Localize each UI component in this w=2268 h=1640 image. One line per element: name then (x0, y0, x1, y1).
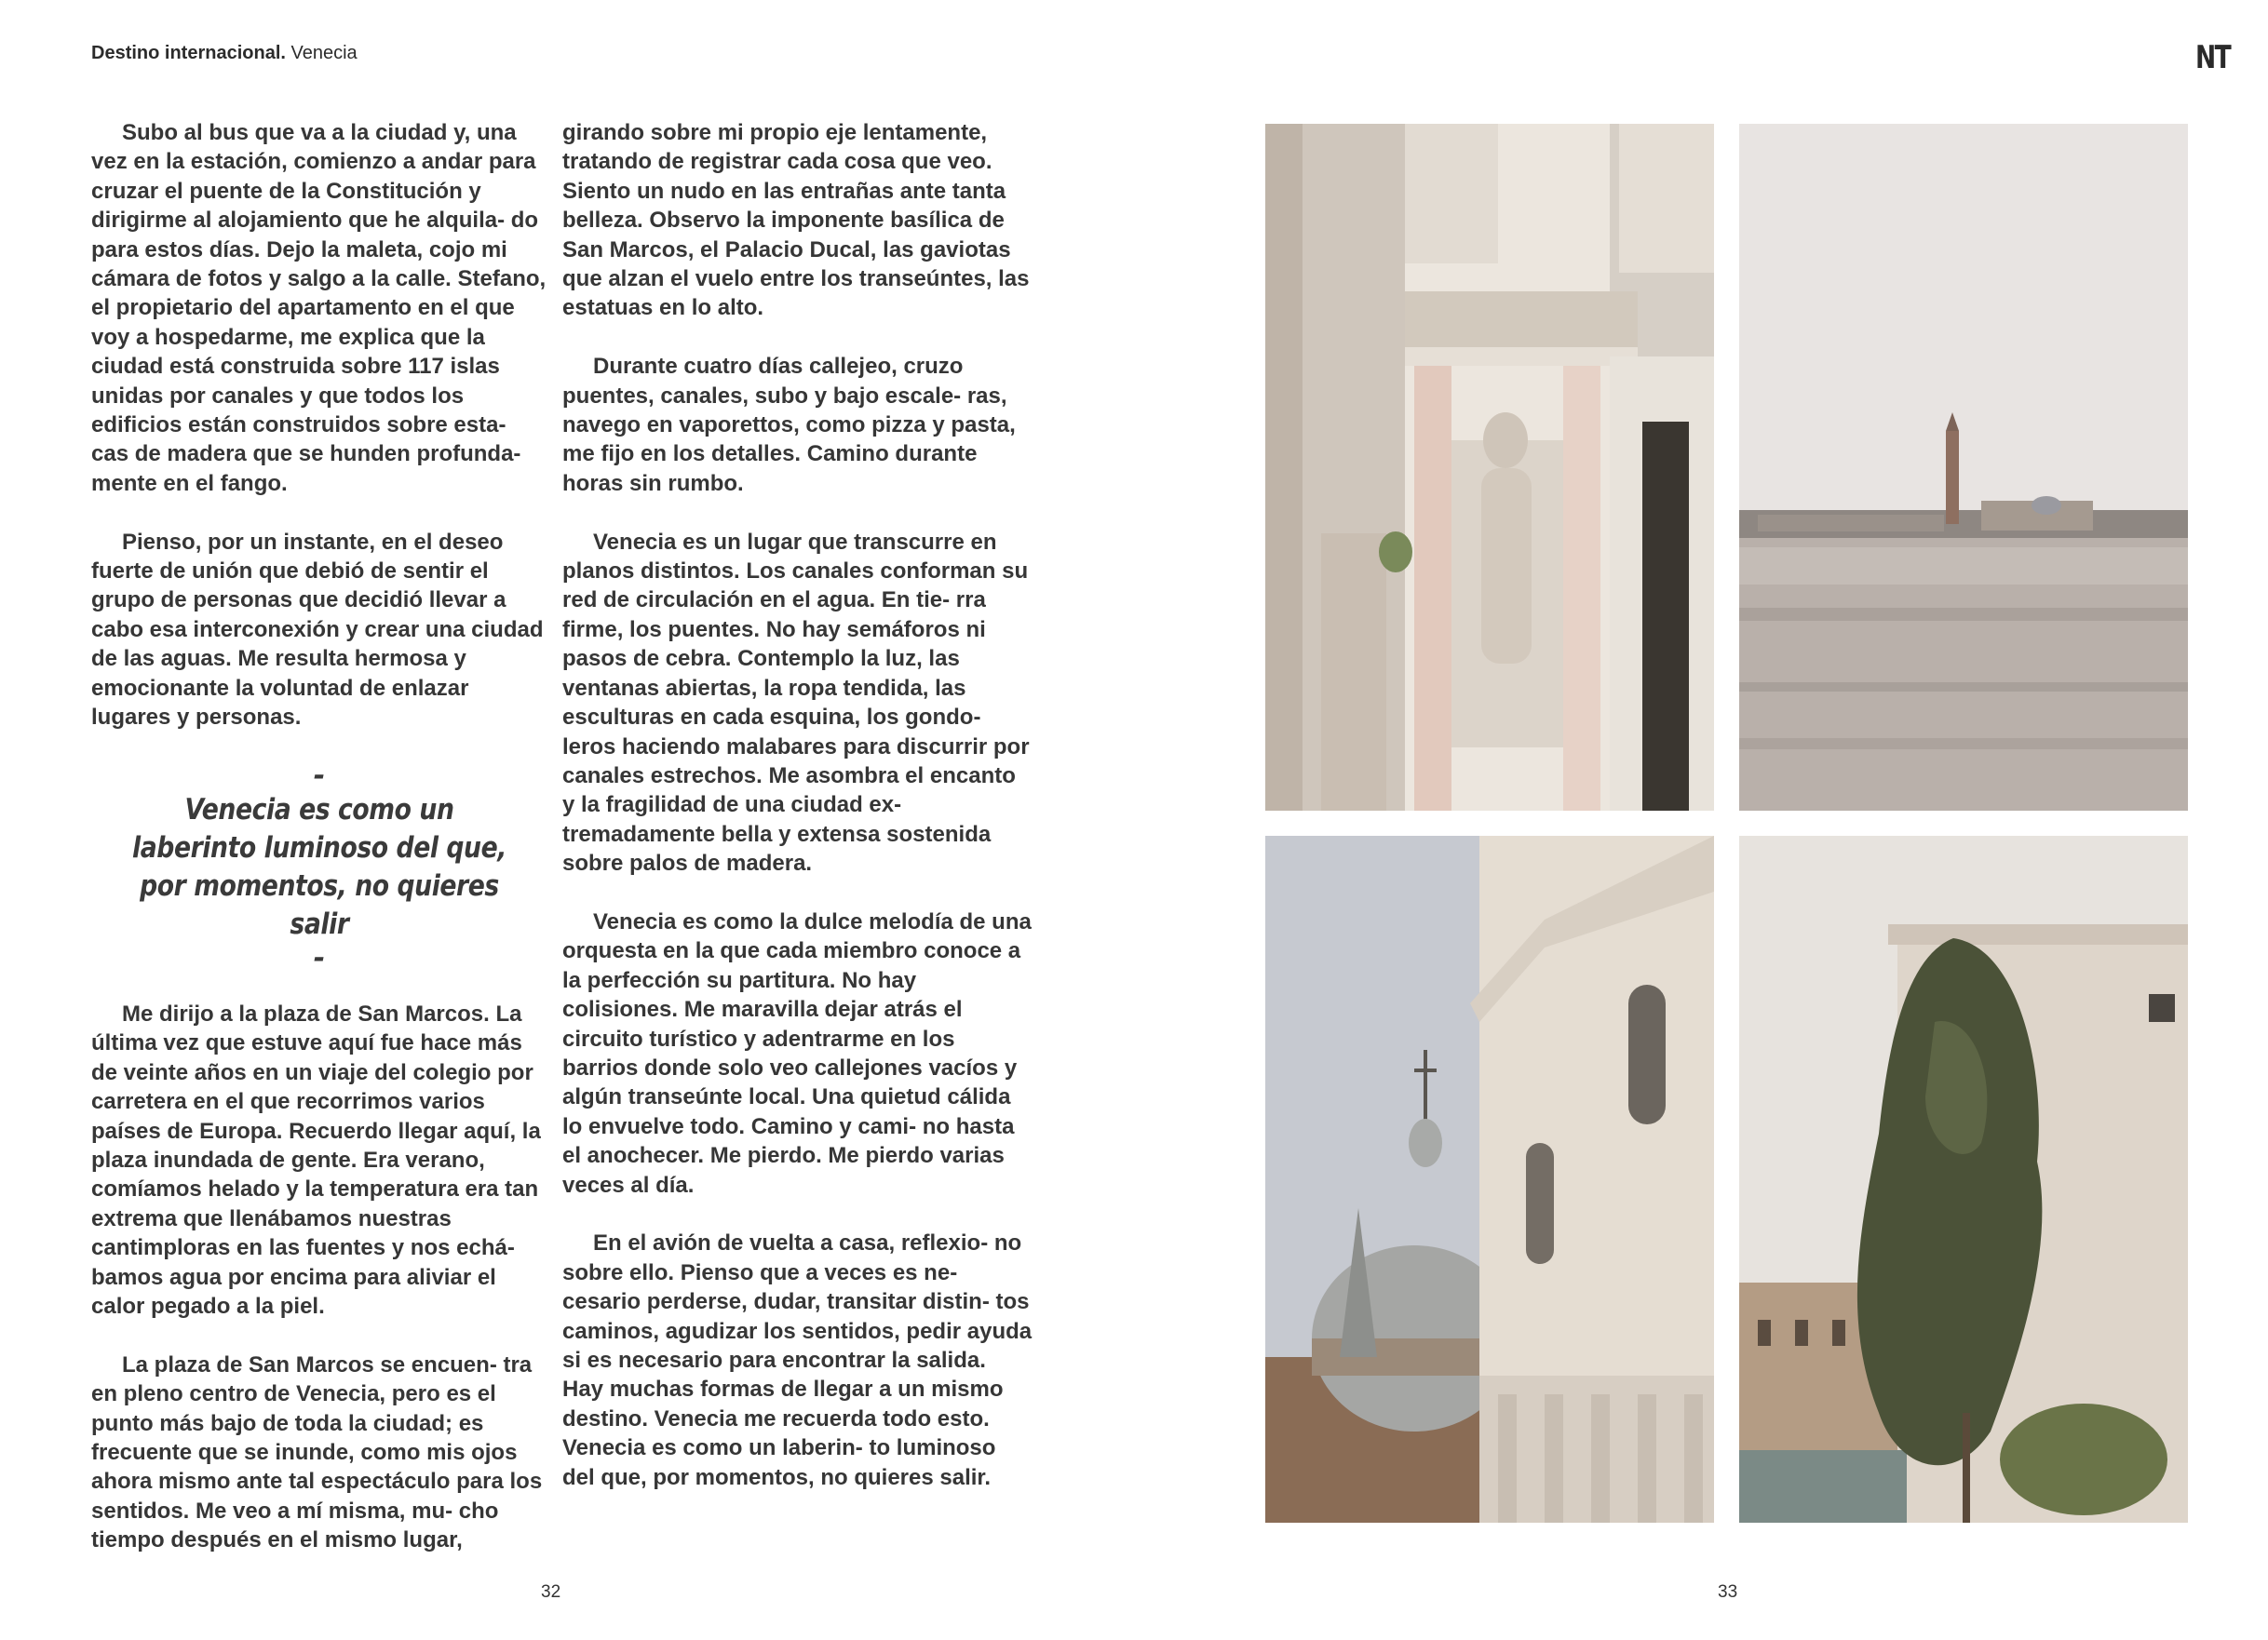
paragraph: girando sobre mi propio eje lentamente, tratando de registrar cada cosa que veo. Siento un nudo en las entrañas ante tanta belleza. Observo la imponente basílica de San Marcos, el Palacio Ducal, las gaviotas que alzan el vuelo entre los transeúntes, las estatuas en lo alto. (562, 120, 1030, 321)
section-label: Destino internacional. (91, 43, 286, 63)
pull-quote (91, 761, 547, 974)
paragraph: Me dirijo a la plaza de San Marcos. La última vez que estuve aquí fue hace más de veinte años en un viaje del colegio por carretera en el que recorrimos varios países de Europa. Recuerdo llegar aquí, la plaza inundada de gente. Era verano, comíamos helado y la temperatura era tan extrema que llenábamos nuestras cantimploras en las fuentes y nos echá- bamos agua por encima para aliviar el calor pegado a la piel. (91, 1001, 541, 1319)
paragraph: Pienso, por un instante, en el deseo fuerte de unión que debió de sentir el grupo de personas que decidió llevar a cabo esa interconexión y crear una ciudad de las aguas. Me resulta hermosa y emocionante la voluntad de enlazar lugares y personas. (91, 529, 544, 731)
right-text-column (562, 118, 1033, 1521)
paragraph: Subo al bus que va a la ciudad y, una vez en la estación, comienzo a andar para cruzar el puente de la Constitución y dirigirme al alojamiento que he alquila- do para estos días. Dejo la maleta, cojo mi cámara de fotos y salgo a la calle. Stefano, el propietario del apartamento en el que voy a hospedarme, me explica que la ciudad está construida sobre 117 islas unidas por canales y que todos los edificios están construidos sobre esta- cas de madera que se hunden profunda- mente en el fango. (91, 120, 547, 496)
pull-quote-dash-bottom: - (313, 941, 326, 975)
page-number-left: 32 (541, 1582, 561, 1602)
magazine-logo: NT (2195, 39, 2231, 76)
paragraph: En el avión de vuelta a casa, reflexio- no sobre ello. Pienso que a veces es ne- cesario perderse, dudar, transitar distin- tos caminos, agudizar los sentidos, pedir ayuda si es necesario para encontrar la salida. Hay muchas formas de llegar a un mismo destino. Venecia me recuerda todo esto. Venecia es como un laberin- to luminoso del que, por momentos, no quieres salir. (562, 1230, 1033, 1490)
paragraph: La plaza de San Marcos se encuen- tra en pleno centro de Venecia, pero es el punto más bajo de toda la ciudad; es frecuente que se inunde, como mis ojos ahora mismo ante tal espectáculo para los sentidos. Me veo a mí misma, mu- cho tiempo después en el mismo lugar, (91, 1351, 543, 1553)
photo-basilica-dome (1265, 836, 1714, 1523)
left-text-column (91, 118, 547, 1584)
paragraph: Durante cuatro días callejeo, cruzo puentes, canales, subo y bajo escale- ras, navego en vaporettos, como pizza y pasta, me fijo en los detalles. Camino durante horas sin rumbo. (562, 354, 1016, 496)
photo-lagoon-skyline (1739, 124, 2188, 811)
running-header (91, 43, 358, 64)
photo-marble-facade (1265, 124, 1714, 811)
pull-quote-dash-top: - (313, 759, 326, 792)
photo-cypress-canal (1739, 836, 2188, 1523)
pull-quote-text: Venecia es como un laberinto luminoso del que, por momentos, no quieres salir (132, 792, 506, 941)
paragraph: Venecia es como la dulce melodía de una orquesta en la que cada miembro conoce a la perfección su partitura. No hay colisiones. Me maravilla dejar atrás el circuito turístico y adentrarme en los barrios donde solo veo callejones vacíos y algún transeúnte local. Una quietud cálida lo envuelve todo. Camino y cami- no hasta el anochecer. Me pierdo. Me pierdo varias veces al día. (562, 908, 1032, 1198)
destination-label: Venecia (290, 43, 358, 63)
page-number-right: 33 (1718, 1582, 1738, 1602)
paragraph: Venecia es un lugar que transcurre en planos distintos. Los canales conforman su red de circulación en el agua. En tie- rra firme, los puentes. No hay semáforos ni pasos de cebra. Contemplo la luz, las ventanas abiertas, la ropa tendida, las esculturas en cada esquina, los gondo- leros haciendo malabares para discurrir por canales estrechos. Me asombra el encanto y la fragilidad de una ciudad ex- tremadamente bella y extensa sostenida sobre palos de madera. (562, 529, 1030, 877)
